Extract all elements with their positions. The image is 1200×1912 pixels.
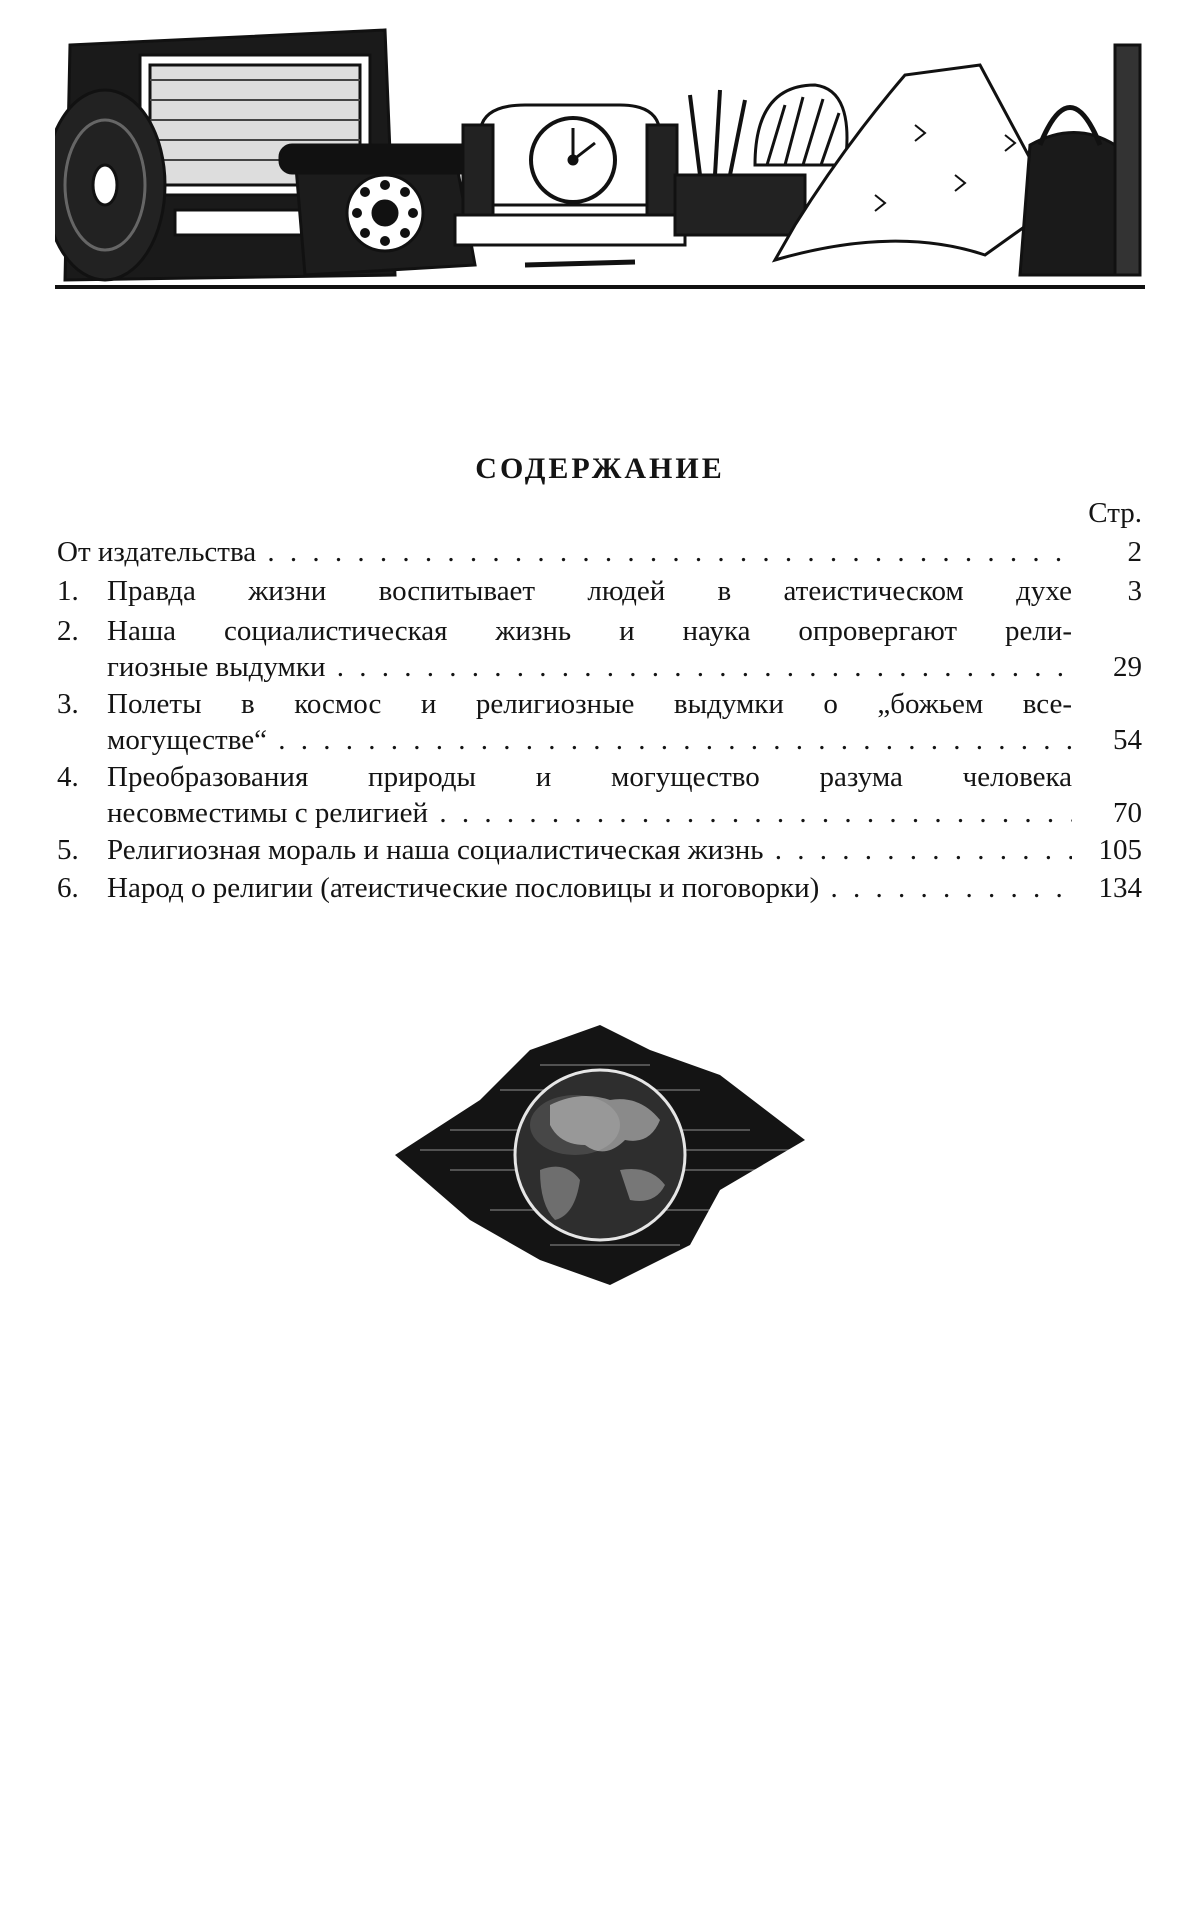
toc-entry-1 bbox=[57, 573, 1142, 609]
toc-entry-title: Правда жизни воспитывает людей в атеистическом духе bbox=[107, 575, 1072, 607]
toc-entry-title: Религиозная мораль и наша социалистическая жизнь . . . bbox=[107, 832, 1072, 868]
toc-entry-title-line-2: несовместимы с религией . . . bbox=[107, 795, 1072, 831]
toc-entry-number: 3. bbox=[57, 688, 79, 720]
toc-entry-title-line-1: Полеты в космос и религиозные выдумки о „божьем все- bbox=[107, 688, 1072, 720]
toc-entry-number: 6. bbox=[57, 872, 79, 904]
still-life-illustration bbox=[55, 25, 1145, 300]
globe-illustration bbox=[390, 1020, 810, 1290]
toc-entry-page: 54 bbox=[1077, 722, 1142, 758]
toc-entry-title: От издательства . . . bbox=[57, 534, 1072, 570]
toc-entry-2 bbox=[57, 613, 1142, 685]
toc-entry-title-line-1: Преобразования природы и могущество разума человека bbox=[107, 761, 1072, 793]
toc-entry-number: 1. bbox=[57, 575, 79, 607]
toc-entry-title: Народ о религии (атеистические пословицы и поговорки) . . . bbox=[107, 870, 1072, 906]
toc-entry-5 bbox=[57, 832, 1142, 868]
toc-entry-title-line-2: гиозные выдумки . . . bbox=[107, 649, 1072, 685]
toc-entry-intro bbox=[57, 534, 1142, 570]
page-column-label: Стр. bbox=[1088, 497, 1142, 529]
toc-entry-page: 70 bbox=[1077, 795, 1142, 831]
toc-entry-page: 2 bbox=[1077, 534, 1142, 570]
toc-entry-title-line-2: могуществе“ . . . bbox=[107, 722, 1072, 758]
toc-list bbox=[57, 534, 1142, 570]
toc-entry-page: 29 bbox=[1077, 649, 1142, 685]
toc-entry-number: 4. bbox=[57, 761, 79, 793]
toc-entry-title-line-1: Наша социалистическая жизнь и наука опровергают рели- bbox=[107, 615, 1072, 647]
toc-entry-3 bbox=[57, 686, 1142, 758]
toc-title: СОДЕРЖАНИЕ bbox=[475, 452, 725, 485]
toc-entry-number: 2. bbox=[57, 615, 79, 647]
toc-entry-6 bbox=[57, 870, 1142, 906]
toc-entry-number: 5. bbox=[57, 834, 79, 866]
toc-entry-page: 134 bbox=[1077, 870, 1142, 906]
toc-entry-page: 3 bbox=[1077, 573, 1142, 609]
toc-entry-page: 105 bbox=[1077, 832, 1142, 868]
toc-entry-4 bbox=[57, 759, 1142, 831]
